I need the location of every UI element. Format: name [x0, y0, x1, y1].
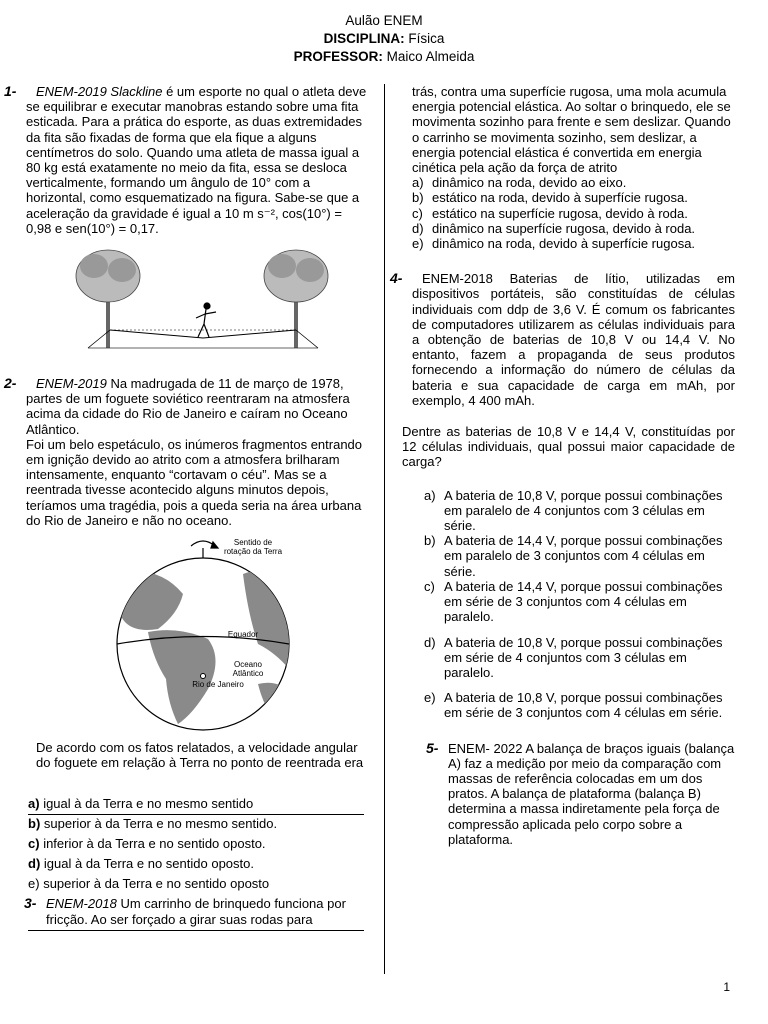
question-3-start: [8, 896, 368, 926]
professor-line: PROFESSOR: Maico Almeida: [293, 49, 475, 64]
question-2-rule: [28, 814, 364, 815]
question-2-text-1: Na madrugada de 11 de março de 1978, partes de um foguete soviético reentraram na atmosfera acima da cidade do Rio de Janeiro e caíram no Oceano Atlântico.: [26, 376, 350, 437]
option-3c: c) estático na superfície rugosa, devido à roda.: [412, 205, 688, 221]
question-3-continuation: trás, contra uma superfície rugosa, uma mola acumula energia potencial elástica. Ao soltar o brinquedo, ele se movimenta sozinho para frente e sem deslizar. Quando o carrinho se movimenta sozinho, sem deslizar, a energia potencial elástica é convertida em energia cinética pela ação da força de atrito: [412, 84, 731, 176]
question-3-text-left: Um carrinho de brinquedo funciona por fricção. Ao ser forçado a girar suas rodas para: [46, 896, 346, 927]
question-3-options: [390, 175, 735, 251]
rio-label: Rio de Janeiro: [192, 680, 244, 690]
ocean-label: Oceano Atlântico: [232, 660, 264, 679]
option-2b: b) superior à da Terra e no mesmo sentido.: [28, 816, 278, 832]
rotation-label: Sentido de rotação da Terra: [223, 538, 283, 557]
question-2: [4, 375, 368, 528]
question-4-prompt: Dentre as baterias de 10,8 V e 14,4 V, constituídas por 12 células individuais, qual possui maior capacidade de carga?: [402, 424, 735, 470]
slackline-figure: [8, 246, 368, 356]
option-2e: e) superior à da Terra e no sentido oposto: [28, 876, 270, 892]
question-2-text-2: Foi um belo espetáculo, os inúmeros fragmentos entrando em ignição devido ao atrito com a atmosfera brilharam intensamente, enquanto “cortavam o céu”. Mas se a reentrada tivesse acontecido alguns minutos depois, teríamos uma tragédia, pois a queda seria na área urbana do Rio de Janeiro e não no oceano.: [26, 436, 363, 528]
option-3b: b) estático na roda, devido à superfície rugosa.: [412, 190, 688, 206]
option-4b: b) A bateria de 14,4 V, porque possui combinações em paralelo de 3 conjuntos com 4 células em série.: [424, 533, 723, 579]
rio-marker: [201, 674, 206, 679]
question-1: [4, 83, 368, 236]
question-4-number: 4-: [390, 270, 403, 287]
question-4-text: ENEM-2018 Baterias de lítio, utilizadas em dispositivos portáteis, são constituídas de células individuais com ddp de 3,6 V. É comum os fabricantes de computadores utilizarem as células individuais para a obtenção de baterias de 10,8 V ou 14,4 V. No entanto, fazem a propaganda de seus produtos fornecendo a informação do número de células da bateria e sua capacidade de carga em mAh, por exemplo, 4 400 mAh.: [412, 271, 735, 408]
option-2a: a) igual à da Terra e no mesmo sentido: [28, 796, 254, 812]
question-5: [390, 741, 735, 847]
question-4-options: [390, 488, 735, 721]
athlete-icon: [196, 303, 216, 337]
option-4e: e) A bateria de 10,8 V, porque possui combinações em série de 3 conjuntos com 4 células em série.: [424, 690, 723, 721]
question-1-number: 1-: [4, 83, 17, 99]
option-2c: c) inferior à da Terra e no sentido oposto.: [28, 836, 266, 852]
option-3d: d) dinâmico na superfície rugosa, devido à roda.: [412, 220, 696, 236]
option-4a: a) A bateria de 10,8 V, porque possui combinações em paralelo de 4 conjuntos com 3 células em série.: [424, 487, 723, 534]
question-1-source: ENEM-2019 Slackline: [36, 84, 163, 99]
column-divider: [384, 84, 385, 974]
left-column: [4, 83, 368, 927]
option-3a: a) dinâmico na roda, devido ao eixo.: [412, 175, 627, 191]
question-2-bottom-rule: [28, 930, 364, 931]
question-2-options: [8, 794, 368, 894]
option-4c: c) A bateria de 14,4 V, porque possui combinações em série de 3 conjuntos com 4 células em paralelo.: [424, 578, 723, 625]
tree-left-icon: [76, 250, 140, 348]
question-3-number: 3-: [24, 895, 37, 912]
right-column: [390, 84, 735, 847]
question-5-number: 5-: [426, 739, 439, 756]
option-2d: d) igual à da Terra e no sentido oposto.: [28, 856, 254, 872]
document-header: [0, 12, 768, 66]
question-2-number: 2-: [4, 375, 17, 392]
question-5-text: ENEM- 2022 A balança de braços iguais (balança A) faz a medição por meio da comparação com massas de referência colocadas em um dos pratos. A balança de plataforma (balança B) determina a massa indiretamente pela força de compressão aplicada pelo corpo sobre a plataforma.: [448, 740, 735, 847]
slackline-rope: [110, 330, 296, 338]
question-2-source: ENEM-2019: [36, 376, 107, 392]
question-4: [390, 271, 735, 408]
question-3-source: ENEM-2018: [46, 896, 117, 912]
equator-label: Equador: [227, 630, 259, 640]
option-4d: d) A bateria de 10,8 V, porque possui combinações em série de 4 conjuntos com 3 células em paralelo.: [424, 634, 723, 680]
tree-right-icon: [264, 250, 328, 348]
page-number: 1: [723, 980, 730, 994]
document-title: Aulão ENEM: [345, 13, 423, 28]
question-1-text: é um esporte no qual o atleta deve se equilibrar e executar manobras estando sobre uma fita esticada. Para a prática do esporte, as duas extremidades da fita são fixadas de forma que ela fique a alguns centímetros do solo. Quando uma atleta de massa igual a 80 kg está exatamente no meio da fita, essa se desloca verticalmente, formando um ângulo de 10° com a horizontal, como esquematizado na figura. Sabe-se que a aceleração da gravidade é igual a 10 m s⁻², cos(10°) = 0,98 e sen(10°) = 0,17.: [26, 84, 367, 236]
question-2-prompt: De acordo com os fatos relatados, a velocidade angular do foguete em relação à Terra no ponto de reentrada era: [36, 740, 364, 771]
option-3e: e) dinâmico na roda, devido à superfície rugosa.: [412, 236, 696, 252]
discipline-line: DISCIPLINA: Física: [323, 31, 445, 46]
earth-figure: [8, 534, 368, 734]
